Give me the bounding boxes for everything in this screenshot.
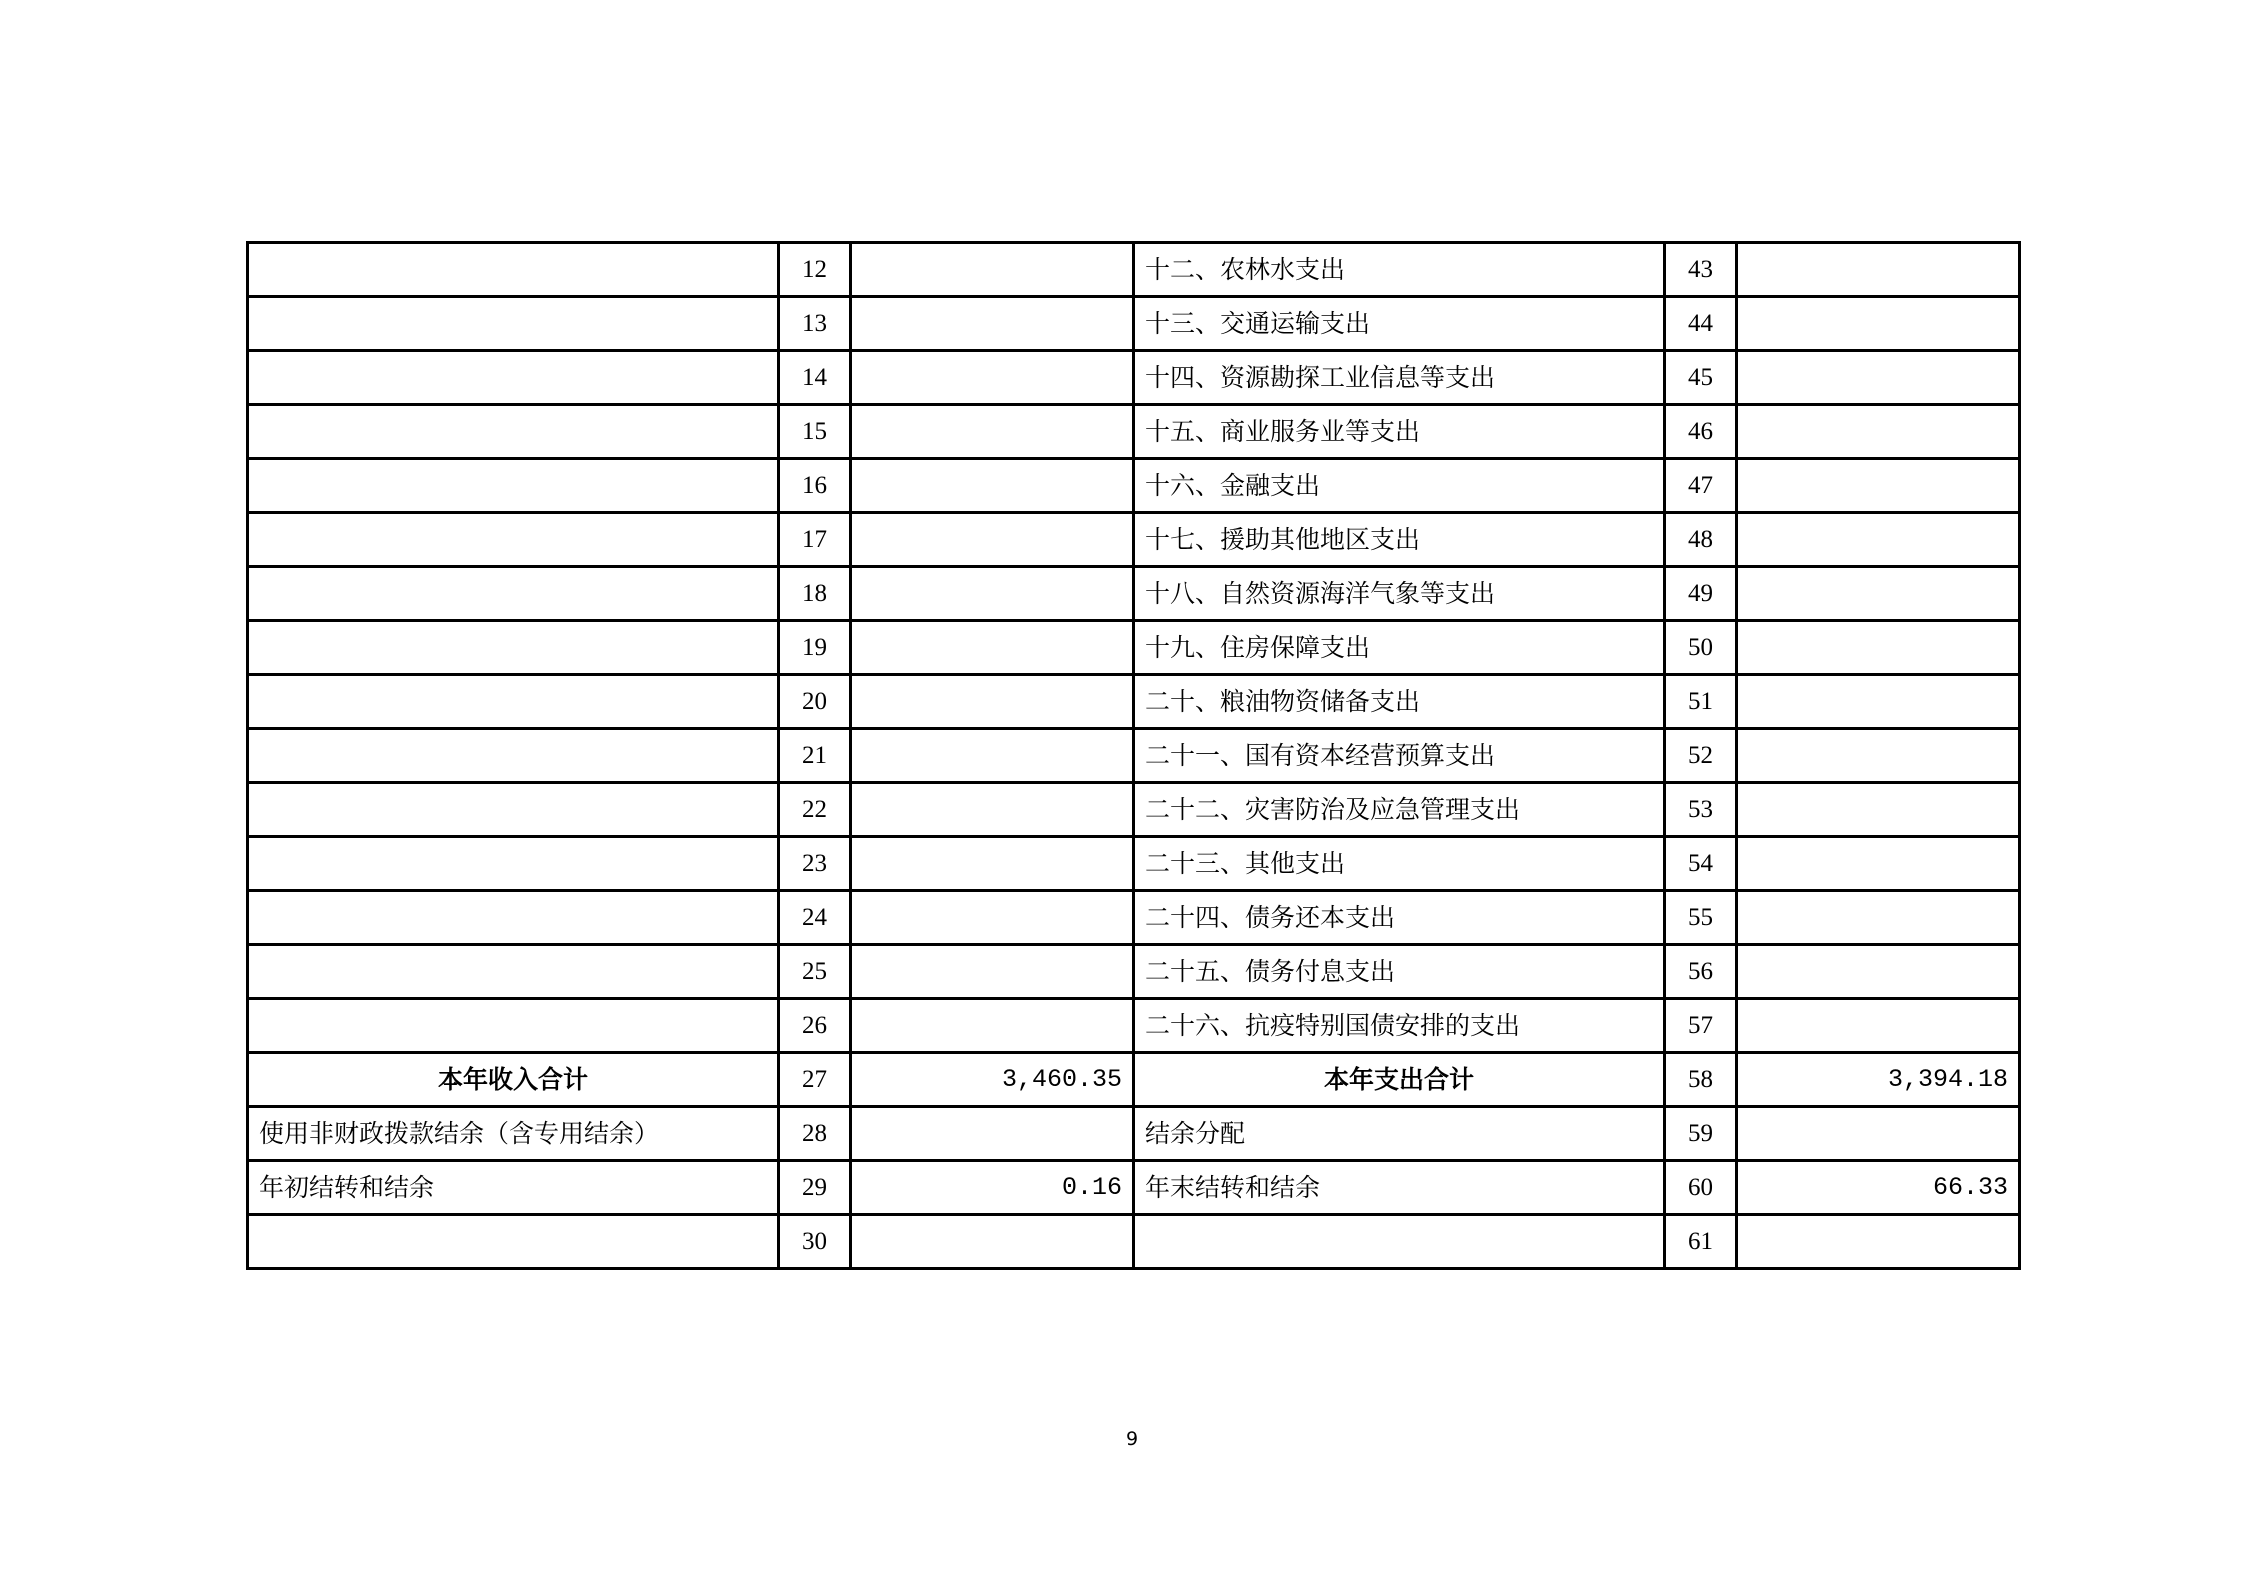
expense-item-cell: 十三、交通运输支出 xyxy=(1134,297,1665,351)
expense-item-cell: 十七、援助其他地区支出 xyxy=(1134,513,1665,567)
expense-amount-cell xyxy=(1737,243,2020,297)
income-amount-cell xyxy=(851,729,1134,783)
income-line-number-cell: 30 xyxy=(779,1215,851,1269)
expense-item-cell xyxy=(1134,1215,1665,1269)
expense-amount-cell xyxy=(1737,1107,2020,1161)
expense-item-cell: 二十五、债务付息支出 xyxy=(1134,945,1665,999)
expense-item-cell: 十四、资源勘探工业信息等支出 xyxy=(1134,351,1665,405)
table-row xyxy=(248,405,2020,459)
expense-item-cell: 二十二、灾害防治及应急管理支出 xyxy=(1134,783,1665,837)
income-line-number-cell: 27 xyxy=(779,1053,851,1107)
expense-item-cell: 本年支出合计 xyxy=(1134,1053,1665,1107)
expense-amount-cell xyxy=(1737,729,2020,783)
expense-line-number-cell: 48 xyxy=(1665,513,1737,567)
income-line-number-cell: 15 xyxy=(779,405,851,459)
expense-item-cell: 二十三、其他支出 xyxy=(1134,837,1665,891)
income-item-cell xyxy=(248,621,779,675)
expense-amount-cell xyxy=(1737,351,2020,405)
income-amount-cell xyxy=(851,783,1134,837)
income-item-cell xyxy=(248,891,779,945)
income-item-cell xyxy=(248,999,779,1053)
income-item-cell xyxy=(248,837,779,891)
income-item-cell: 使用非财政拨款结余（含专用结余） xyxy=(248,1107,779,1161)
expense-line-number-cell: 44 xyxy=(1665,297,1737,351)
income-amount-cell xyxy=(851,945,1134,999)
income-item-cell xyxy=(248,729,779,783)
income-item-cell xyxy=(248,459,779,513)
expense-line-number-cell: 47 xyxy=(1665,459,1737,513)
expense-item-cell: 十九、住房保障支出 xyxy=(1134,621,1665,675)
income-amount-cell xyxy=(851,351,1134,405)
expense-amount-cell xyxy=(1737,297,2020,351)
income-amount-cell xyxy=(851,513,1134,567)
income-amount-cell xyxy=(851,243,1134,297)
income-line-number-cell: 20 xyxy=(779,675,851,729)
income-line-number-cell: 28 xyxy=(779,1107,851,1161)
expense-line-number-cell: 52 xyxy=(1665,729,1737,783)
table-row xyxy=(248,837,2020,891)
table-row xyxy=(248,1161,2020,1215)
expense-line-number-cell: 49 xyxy=(1665,567,1737,621)
expense-amount-cell: 3,394.18 xyxy=(1737,1053,2020,1107)
income-amount-cell xyxy=(851,891,1134,945)
expense-line-number-cell: 57 xyxy=(1665,999,1737,1053)
table-row xyxy=(248,297,2020,351)
expense-amount-cell: 66.33 xyxy=(1737,1161,2020,1215)
table-row xyxy=(248,351,2020,405)
expense-line-number-cell: 46 xyxy=(1665,405,1737,459)
income-item-cell xyxy=(248,567,779,621)
table-row xyxy=(248,567,2020,621)
expense-line-number-cell: 45 xyxy=(1665,351,1737,405)
expense-item-cell: 二十一、国有资本经营预算支出 xyxy=(1134,729,1665,783)
expense-item-cell: 十二、农林水支出 xyxy=(1134,243,1665,297)
income-line-number-cell: 26 xyxy=(779,999,851,1053)
table-row xyxy=(248,945,2020,999)
income-item-cell xyxy=(248,513,779,567)
income-amount-cell xyxy=(851,1215,1134,1269)
income-amount-cell xyxy=(851,567,1134,621)
expense-amount-cell xyxy=(1737,999,2020,1053)
income-item-cell xyxy=(248,351,779,405)
income-amount-cell xyxy=(851,1107,1134,1161)
income-amount-cell xyxy=(851,999,1134,1053)
income-item-cell xyxy=(248,1215,779,1269)
income-line-number-cell: 14 xyxy=(779,351,851,405)
expense-amount-cell xyxy=(1737,891,2020,945)
expense-amount-cell xyxy=(1737,783,2020,837)
income-line-number-cell: 13 xyxy=(779,297,851,351)
income-item-cell xyxy=(248,783,779,837)
expense-line-number-cell: 58 xyxy=(1665,1053,1737,1107)
expense-amount-cell xyxy=(1737,945,2020,999)
expense-item-cell: 二十六、抗疫特别国债安排的支出 xyxy=(1134,999,1665,1053)
expense-line-number-cell: 60 xyxy=(1665,1161,1737,1215)
income-item-cell xyxy=(248,945,779,999)
income-item-cell xyxy=(248,297,779,351)
income-line-number-cell: 18 xyxy=(779,567,851,621)
income-line-number-cell: 12 xyxy=(779,243,851,297)
expense-line-number-cell: 51 xyxy=(1665,675,1737,729)
expense-amount-cell xyxy=(1737,1215,2020,1269)
expense-line-number-cell: 53 xyxy=(1665,783,1737,837)
table-row xyxy=(248,621,2020,675)
income-line-number-cell: 17 xyxy=(779,513,851,567)
income-item-cell xyxy=(248,675,779,729)
income-item-cell: 本年收入合计 xyxy=(248,1053,779,1107)
table-row xyxy=(248,729,2020,783)
income-line-number-cell: 29 xyxy=(779,1161,851,1215)
table-row xyxy=(248,459,2020,513)
expense-amount-cell xyxy=(1737,567,2020,621)
page-number: 9 xyxy=(1125,1428,1139,1450)
income-item-cell xyxy=(248,405,779,459)
table-row xyxy=(248,1107,2020,1161)
income-item-cell: 年初结转和结余 xyxy=(248,1161,779,1215)
income-line-number-cell: 16 xyxy=(779,459,851,513)
expense-item-cell: 二十四、债务还本支出 xyxy=(1134,891,1665,945)
expense-amount-cell xyxy=(1737,837,2020,891)
table-row xyxy=(248,243,2020,297)
table-row xyxy=(248,891,2020,945)
table-row xyxy=(248,513,2020,567)
expense-amount-cell xyxy=(1737,621,2020,675)
table-row xyxy=(248,1215,2020,1269)
table-row xyxy=(248,675,2020,729)
income-line-number-cell: 25 xyxy=(779,945,851,999)
expense-line-number-cell: 43 xyxy=(1665,243,1737,297)
income-line-number-cell: 19 xyxy=(779,621,851,675)
income-amount-cell xyxy=(851,837,1134,891)
expense-item-cell: 十八、自然资源海洋气象等支出 xyxy=(1134,567,1665,621)
income-amount-cell: 3,460.35 xyxy=(851,1053,1134,1107)
income-line-number-cell: 23 xyxy=(779,837,851,891)
expense-item-cell: 二十、粮油物资储备支出 xyxy=(1134,675,1665,729)
expense-amount-cell xyxy=(1737,675,2020,729)
income-line-number-cell: 21 xyxy=(779,729,851,783)
income-amount-cell xyxy=(851,459,1134,513)
expense-line-number-cell: 54 xyxy=(1665,837,1737,891)
expense-item-cell: 十六、金融支出 xyxy=(1134,459,1665,513)
income-amount-cell xyxy=(851,297,1134,351)
expense-line-number-cell: 50 xyxy=(1665,621,1737,675)
expense-line-number-cell: 55 xyxy=(1665,891,1737,945)
income-line-number-cell: 22 xyxy=(779,783,851,837)
income-item-cell xyxy=(248,243,779,297)
expense-line-number-cell: 56 xyxy=(1665,945,1737,999)
income-amount-cell: 0.16 xyxy=(851,1161,1134,1215)
expense-line-number-cell: 59 xyxy=(1665,1107,1737,1161)
expense-amount-cell xyxy=(1737,405,2020,459)
total-row xyxy=(248,1053,2020,1107)
income-amount-cell xyxy=(851,675,1134,729)
income-amount-cell xyxy=(851,405,1134,459)
table-row xyxy=(248,999,2020,1053)
income-expense-table xyxy=(246,241,2021,1270)
expense-line-number-cell: 61 xyxy=(1665,1215,1737,1269)
table-body xyxy=(248,243,2020,1269)
expense-item-cell: 年末结转和结余 xyxy=(1134,1161,1665,1215)
expense-item-cell: 十五、商业服务业等支出 xyxy=(1134,405,1665,459)
expense-item-cell: 结余分配 xyxy=(1134,1107,1665,1161)
income-amount-cell xyxy=(851,621,1134,675)
expense-amount-cell xyxy=(1737,513,2020,567)
table-row xyxy=(248,783,2020,837)
expense-amount-cell xyxy=(1737,459,2020,513)
income-line-number-cell: 24 xyxy=(779,891,851,945)
